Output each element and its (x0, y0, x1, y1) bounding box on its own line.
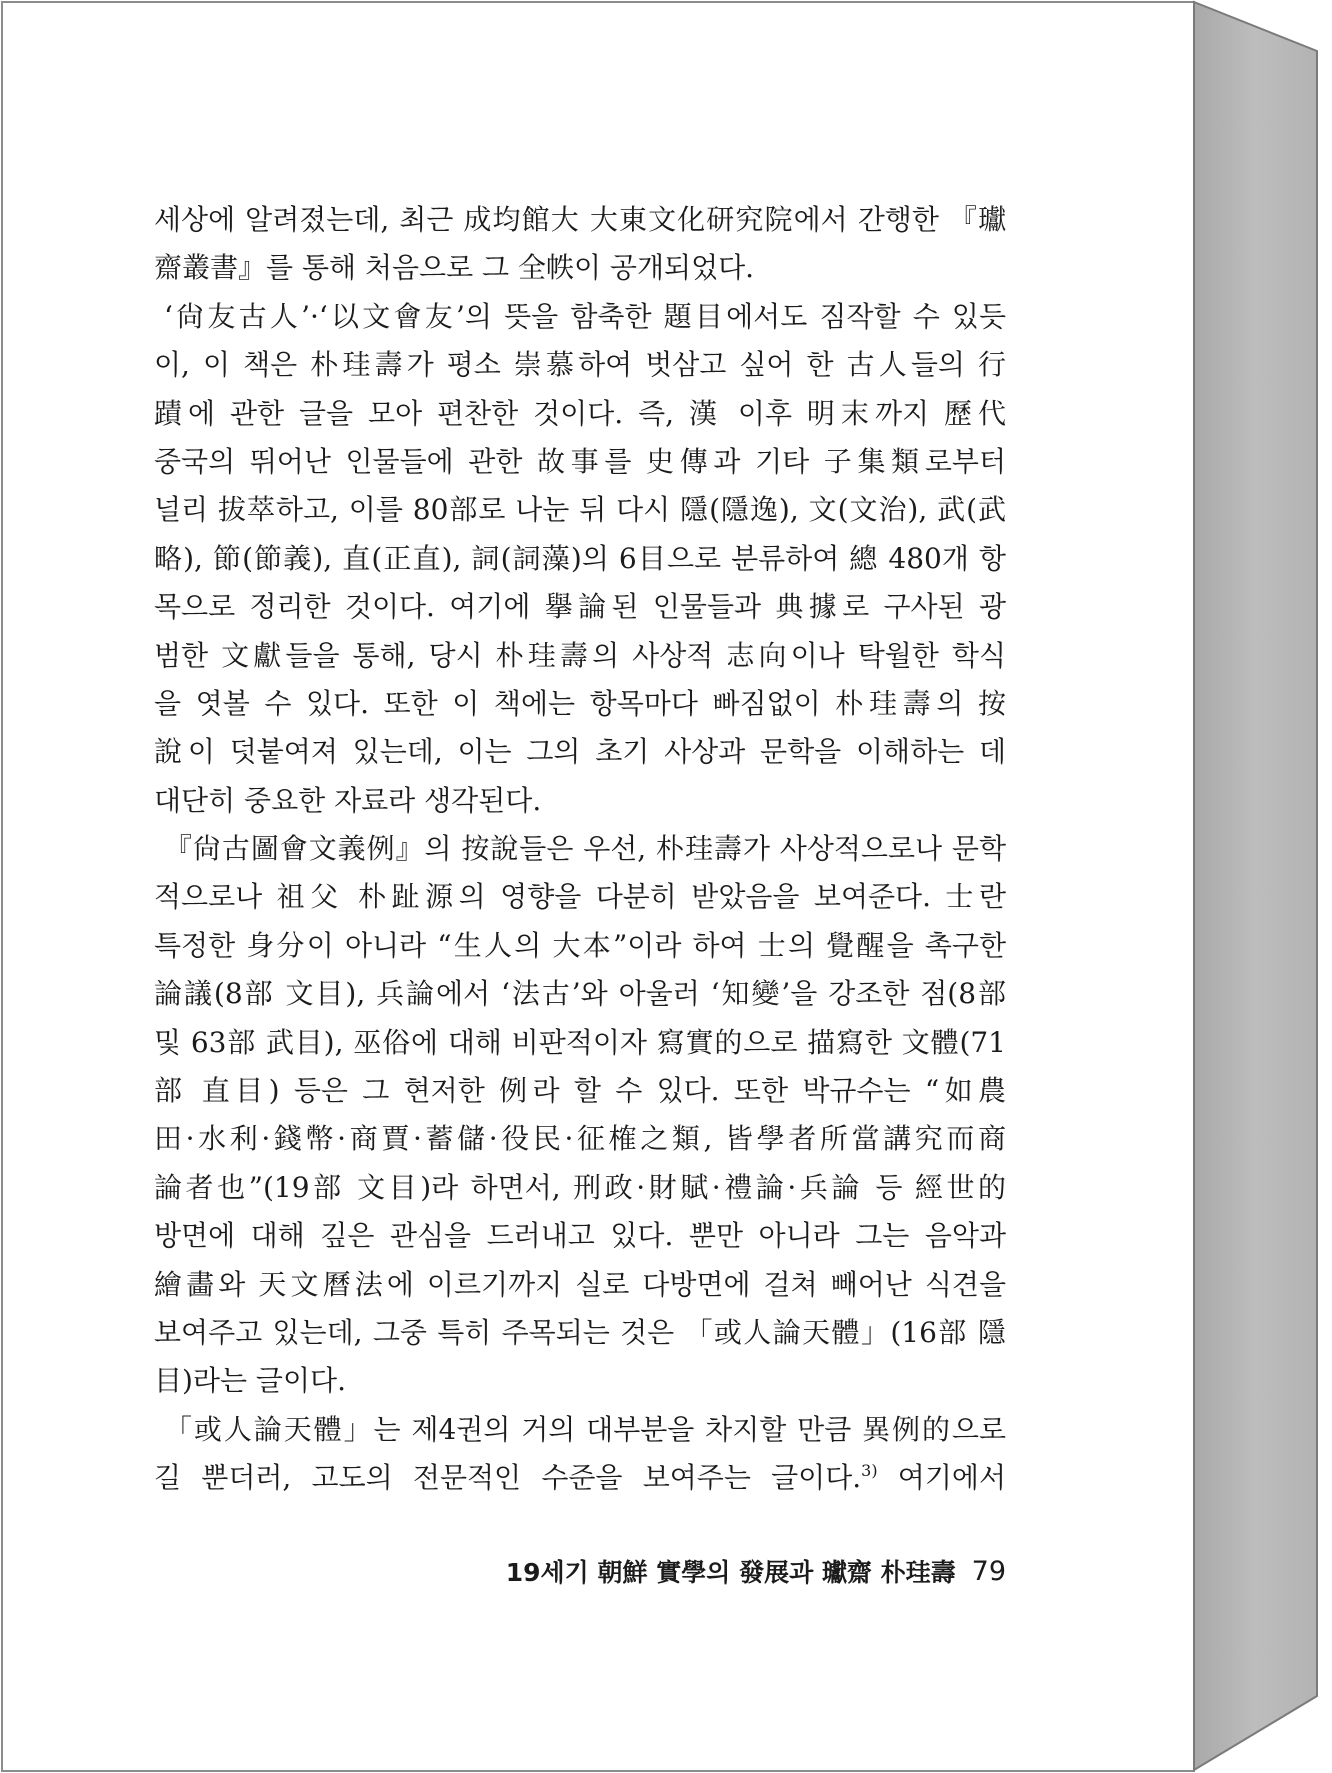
text-line: 이, 이 책은 朴珪壽가 평소 崇慕하여 벗삼고 싶어 한 古人들의 行 (154, 348, 1006, 382)
paragraph (154, 293, 1006, 825)
text-line: 을 엿볼 수 있다. 또한 이 책에는 항목마다 빠짐없이 朴珪壽의 按 (154, 686, 1006, 720)
text-line: 및 63部 武目), 巫俗에 대해 비판적이자 寫實的으로 描寫한 文體(71 (154, 1025, 1006, 1059)
text-line: 목으로 정리한 것이다. 여기에 擧論된 인물들과 典據로 구사된 광 (154, 590, 1006, 624)
paragraph (154, 825, 1006, 1406)
body-text (154, 196, 1006, 1503)
running-footer (506, 1553, 1006, 1589)
text-line: 齋叢書』를 통해 처음으로 그 全帙이 공개되었다. (154, 251, 755, 285)
text-line: ‘尙友古人’·‘以文會友’의 뜻을 함축한 題目에서도 짐작할 수 있듯 (164, 299, 1006, 333)
text-segment: 여기에서 (877, 1461, 1006, 1495)
paragraph (154, 196, 1006, 293)
text-line: 論者也”(19部 文目)라 하면서, 刑政·財賦·禮論·兵論 등 經世的 (154, 1170, 1006, 1204)
text-line: 目)라는 글이다. (154, 1364, 346, 1398)
book-side-panel (1194, 2, 1317, 1770)
text-line: 널리 拔萃하고, 이를 80部로 나눈 뒤 다시 隱(隱逸), 文(文治), 武(武 (154, 493, 1006, 527)
text-line: 대단히 중요한 자료라 생각된다. (154, 783, 542, 817)
text-line: 방면에 대해 깊은 관심을 드러내고 있다. 뿐만 아니라 그는 음악과 (154, 1219, 1006, 1253)
text-line: 세상에 알려졌는데, 최근 成均館大 大東文化研究院에서 간행한 『瓛 (154, 203, 1006, 236)
page-number: 79 (971, 1555, 1006, 1587)
text-line: 略), 節(節義), 直(正直), 詞(詞藻)의 6目으로 분류하여 總 480개 항 (154, 541, 1006, 575)
text-line: 중국의 뛰어난 인물들에 관한 故事를 史傳과 기타 子集類로부터 (154, 444, 1006, 478)
text-line: 部 直目) 등은 그 현저한 例라 할 수 있다. 또한 박규수는 “如農 (154, 1074, 1006, 1108)
text-line (154, 1454, 1006, 1502)
text-line: 田·水利·錢幣·商賈·蓄儲·役民·征榷之類, 皆學者所當講究而商 (154, 1122, 1006, 1156)
text-line: 論議(8部 文目), 兵論에서 ‘法古’와 아울러 ‘知變’을 강조한 점(8部 (154, 977, 1006, 1011)
running-footer-title: 19세기 朝鮮 實學의 發展과 瓛齋 朴珪壽 (505, 1558, 956, 1587)
text-line: 「或人論天體」는 제4권의 거의 대부분을 차지할 만큼 異例的으로 (164, 1412, 1006, 1446)
footnote-reference: 3) (861, 1461, 878, 1481)
text-line: 적으로나 祖父 朴趾源의 영향을 다분히 받았음을 보여준다. 士란 (154, 880, 1006, 914)
text-line: 繪畵와 天文曆法에 이르기까지 실로 다방면에 걸쳐 빼어난 식견을 (154, 1267, 1006, 1301)
text-segment: 길 뿐더러, 고도의 전문적인 수준을 보여주는 글이다. (154, 1461, 862, 1495)
text-line: 특정한 身分이 아니라 “生人의 大本”이라 하여 士의 覺醒을 촉구한 (154, 928, 1006, 962)
text-line: 蹟에 관한 글을 모아 편찬한 것이다. 즉, 漢 이후 明末까지 歷代 (154, 396, 1006, 430)
paragraph (154, 1406, 1006, 1503)
text-line: 범한 文獻들을 통해, 당시 朴珪壽의 사상적 志向이나 탁월한 학식 (154, 638, 1006, 672)
text-line: 『尙古圖會文義例』의 按說들은 우선, 朴珪壽가 사상적으로나 문학 (164, 832, 1006, 866)
text-line: 보여주고 있는데, 그중 특히 주목되는 것은 「或人論天體」(16部 隱 (154, 1315, 1006, 1349)
text-line: 說이 덧붙여져 있는데, 이는 그의 초기 사상과 문학을 이해하는 데 (154, 735, 1006, 769)
